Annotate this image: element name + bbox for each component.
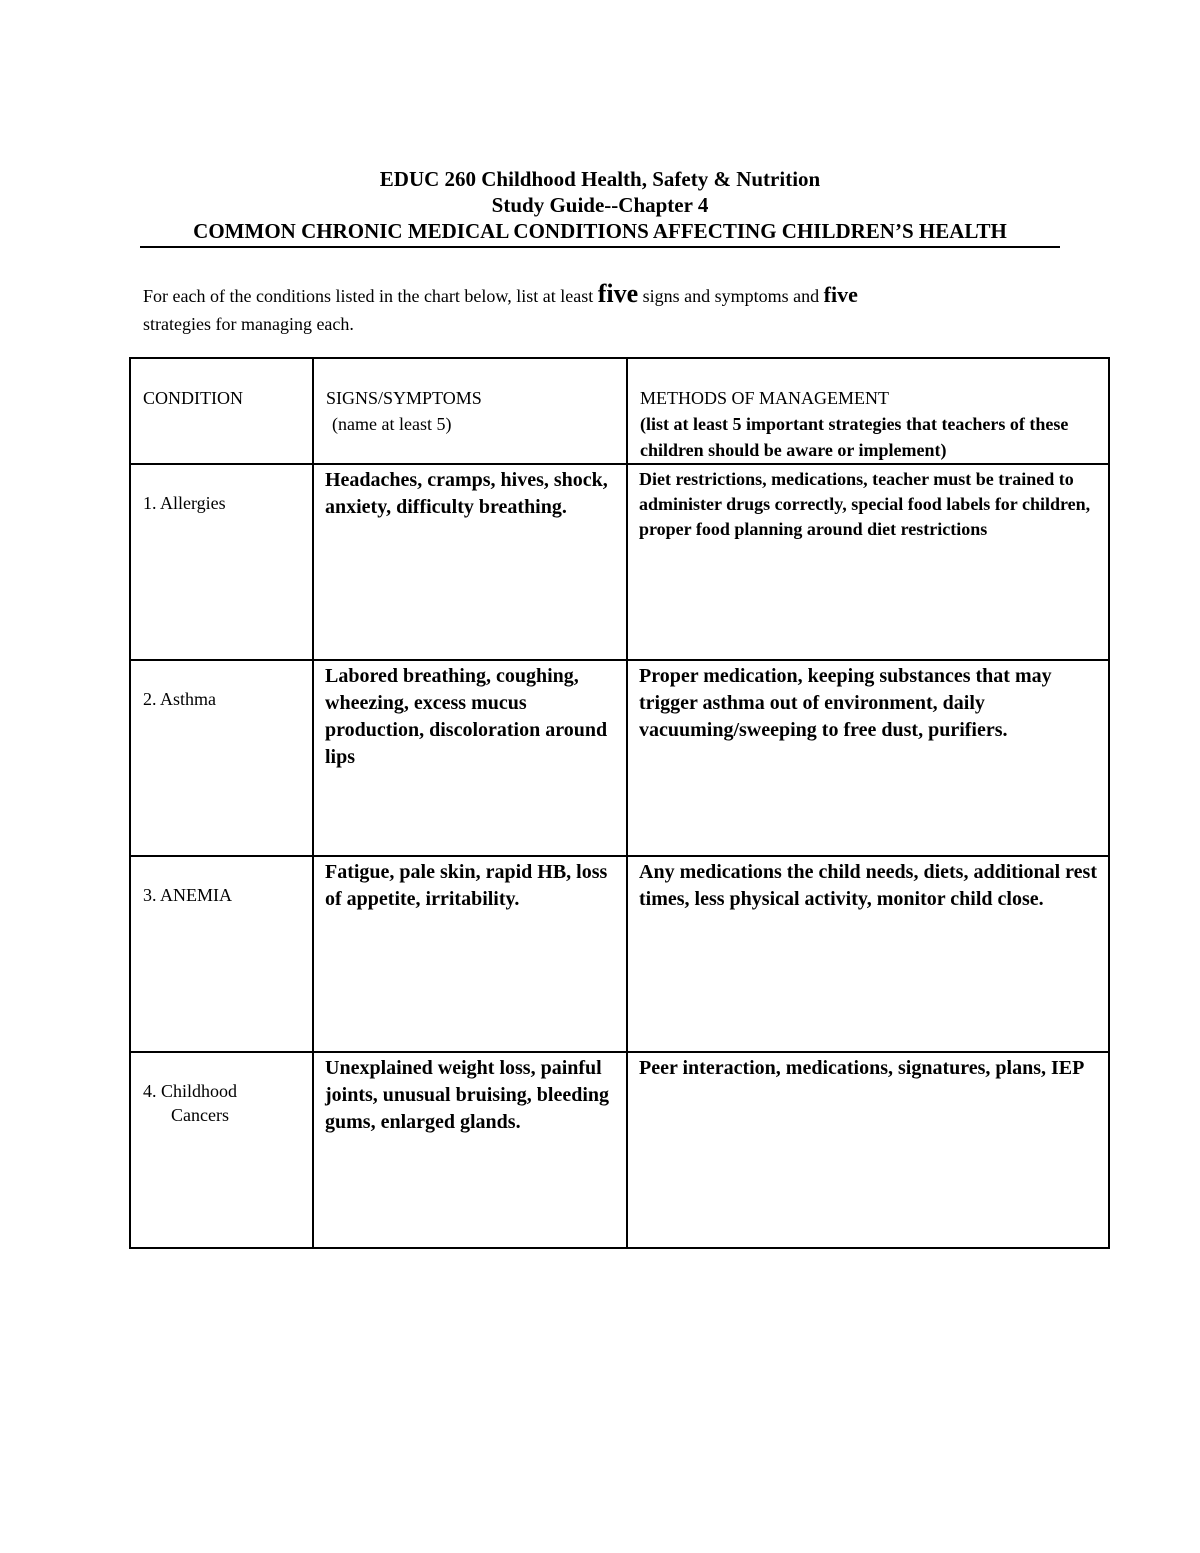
topic-title: COMMON CHRONIC MEDICAL CONDITIONS AFFECTING CHILDREN’S HEALTH — [140, 218, 1060, 248]
header-management: METHODS OF MANAGEMENT — [640, 388, 890, 408]
condition-name: 2. Asthma — [143, 689, 217, 709]
instructions-emphasis-1: five — [597, 279, 639, 308]
table-row — [130, 660, 1109, 856]
condition-name: 4. Childhood — [143, 1081, 238, 1101]
table-row — [130, 856, 1109, 1052]
management-cell: Diet restrictions, medications, teacher must be trained to administer drugs correctly, special food labels for children, proper food planning around diet restrictions — [639, 469, 1091, 539]
instructions — [143, 280, 1043, 338]
study-guide-title: Study Guide--Chapter 4 — [491, 193, 709, 217]
header-cell-management — [627, 358, 1109, 464]
header-cell-symptoms — [313, 358, 627, 464]
condition-cell — [131, 1053, 312, 1127]
header-symptoms-note: (name at least 5) — [332, 414, 452, 434]
header-cell-condition — [130, 358, 313, 464]
management-cell: Peer interaction, medications, signatures, plans, IEP — [639, 1057, 1085, 1079]
instructions-emphasis-2: five — [823, 282, 858, 307]
instructions-text-3: strategies for managing each. — [143, 314, 354, 334]
condition-name: 3. ANEMIA — [143, 885, 232, 905]
symptoms-cell: Labored breathing, coughing, wheezing, excess mucus production, discoloration around lips — [325, 665, 608, 768]
condition-name: 1. Allergies — [143, 493, 226, 513]
header-symptoms: SIGNS/SYMPTOMS — [326, 388, 482, 408]
condition-cell — [131, 857, 312, 907]
course-title: EDUC 260 Childhood Health, Safety & Nutrition — [379, 167, 821, 191]
condition-cell — [131, 661, 312, 711]
instructions-text-2: signs and symptoms and — [638, 286, 824, 306]
symptoms-cell: Headaches, cramps, hives, shock, anxiety, difficulty breathing. — [325, 469, 608, 518]
management-cell: Any medications the child needs, diets, additional rest times, less physical activity, monitor child close. — [639, 861, 1097, 910]
header-condition: CONDITION — [143, 388, 243, 408]
condition-cell — [131, 465, 312, 515]
management-cell: Proper medication, keeping substances that may trigger asthma out of environment, daily vacuuming/sweeping to free dust, purifiers. — [639, 665, 1052, 741]
document-header — [140, 166, 1060, 248]
header-management-note: (list at least 5 important strategies that teachers of these children should be aware or implement) — [640, 414, 1069, 460]
table-row — [130, 1052, 1109, 1248]
conditions-table — [129, 357, 1110, 1249]
table-header-row — [130, 358, 1109, 464]
symptoms-cell: Fatigue, pale skin, rapid HB, loss of appetite, irritability. — [325, 861, 608, 910]
table-row — [130, 464, 1109, 660]
condition-name-continued: Cancers — [171, 1105, 229, 1125]
instructions-text-1: For each of the conditions listed in the chart below, list at least — [143, 286, 598, 306]
symptoms-cell: Unexplained weight loss, painful joints, unusual bruising, bleeding gums, enlarged glands. — [325, 1057, 609, 1133]
